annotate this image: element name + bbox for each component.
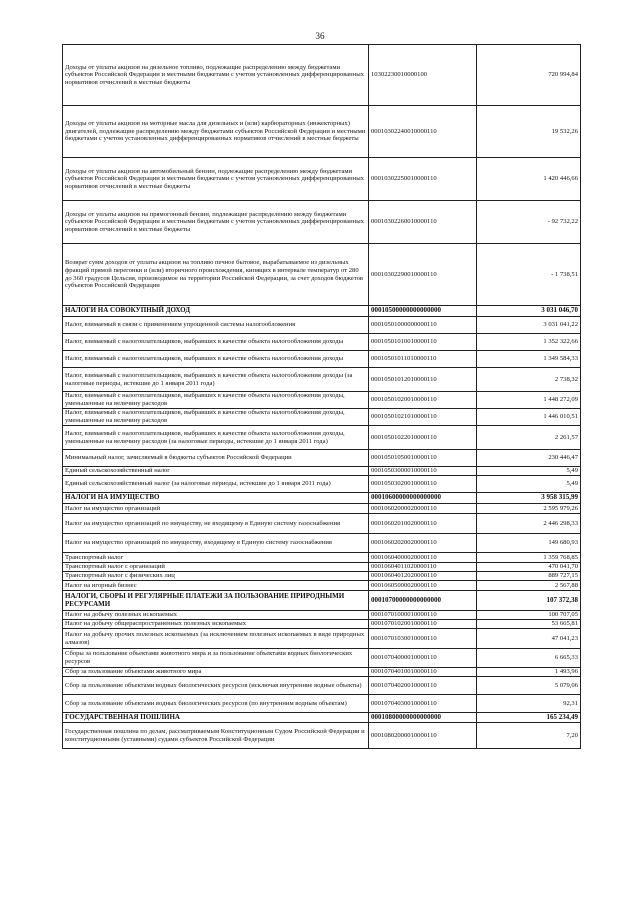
table-row [63,450,581,467]
row-name: НАЛОГИ НА ИМУЩЕСТВО [63,493,369,504]
row-name: Налог на имущество организаций [63,504,369,514]
row-name: Транспортный налог с организаций [63,563,369,572]
section-row [63,493,581,504]
row-value: - 1 738,51 [477,244,581,306]
row-code: 00010802000010000110 [369,723,477,749]
row-value: 2 567,88 [477,581,581,591]
row-code: 00010302290010000110 [369,244,477,306]
row-value: 2 261,57 [477,426,581,450]
row-value: 47 041,23 [477,629,581,649]
page-number: 36 [315,31,325,41]
table-row [63,426,581,450]
row-code: 00010701000010000110 [369,611,477,620]
row-code: 10302230010000100 [369,45,477,106]
row-value: 470 041,70 [477,563,581,572]
table-row [63,695,581,713]
row-code: 00010302240010000110 [369,106,477,158]
row-code: 00010501020010000110 [369,392,477,409]
row-value: 230 446,47 [477,450,581,467]
row-code: 00010602020020000110 [369,534,477,553]
table-row [63,723,581,749]
row-value: 2 446 298,33 [477,514,581,534]
row-name: Сбор за пользование объектами животного мира [63,668,369,677]
row-code: 00010302260010000110 [369,201,477,244]
row-value: - 92 732,22 [477,201,581,244]
row-name: Налог, взимаемый с налогоплательщиков, выбравших в качестве объекта налогообложения доходы (за налоговые периоды, истекшие до 1 января 2011 года) [63,368,369,392]
row-code: 00010501000000000110 [369,317,477,334]
row-value: 1 420 446,66 [477,158,581,201]
table-row [63,244,581,306]
table-row [63,201,581,244]
table-row [63,317,581,334]
row-name: Налог, взимаемый в связи с применением упрощенной системы налогообложения [63,317,369,334]
section-row [63,591,581,611]
row-name: Налог на добычу общераспространенных полезных ископаемых [63,620,369,629]
row-name: Доходы от уплаты акцизов на моторные масла для дизельных и (или) карбюраторных (инжекторных) двигателей, подлежащие распределению между бюджетами субъектов Российской Федерации и местными бюджетами с учетом установленных дифференцированных нормативов отчислений в местные бюджеты [63,106,369,158]
table-row [63,563,581,572]
row-name: Доходы от уплаты акцизов на дизельное топливо, подлежащие распределению между бюджетами субъектов Российской Федерации и местными бюджетами с учетом установленных дифференцированных нормативов отчислений в местные бюджеты [63,45,369,106]
table-row [63,677,581,695]
row-name: Налог, взимаемый с налогоплательщиков, выбравших в качестве объекта налогообложения доходы, уменьшенные на величину расходов [63,392,369,409]
section-row [63,713,581,723]
row-code: 00010800000000000000 [369,713,477,723]
row-code: 00010302250010000110 [369,158,477,201]
row-value: 1 448 272,09 [477,392,581,409]
table-row [63,368,581,392]
table-row [63,611,581,620]
row-name: Транспортный налог [63,553,369,563]
row-code: 00010501011010000110 [369,351,477,368]
row-name: Налог на имущество организаций по имуществу, входящему в Единую систему газоснабжения [63,534,369,553]
row-value: 720 994,84 [477,45,581,106]
row-code: 00010704010010000110 [369,668,477,677]
row-code: 00010503000010000110 [369,467,477,476]
table-row [63,534,581,553]
row-value: 165 234,49 [477,713,581,723]
row-code: 00010600000000000000 [369,493,477,504]
table-row [63,649,581,668]
table-row [63,620,581,629]
row-value: 6 665,33 [477,649,581,668]
row-code: 00010704030010000110 [369,695,477,713]
table-row [63,334,581,351]
table-row [63,409,581,426]
revenue-table [62,44,581,749]
row-value: 5,49 [477,476,581,493]
row-name: Сбор за пользование объектами водных биологических ресурсов (по внутренним водным объектам) [63,695,369,713]
row-code: 00010501050010000110 [369,450,477,467]
row-name: Налог, взимаемый с налогоплательщиков, выбравших в качестве объекта налогообложения доходы [63,334,369,351]
table-row [63,158,581,201]
row-value: 1 446 010,51 [477,409,581,426]
row-name: Налог на добычу полезных ископаемых [63,611,369,620]
row-name: Государственная пошлина по делам, рассматриваемым Конституционным Судом Российской Федерации и конституционными (уставными) судами субъектов Российской Федерации [63,723,369,749]
row-code: 00010500000000000000 [369,306,477,317]
table-row [63,45,581,106]
table-row [63,351,581,368]
row-name: Минимальный налог, зачисляемый в бюджеты субъектов Российской Федерации [63,450,369,467]
table-row [63,581,581,591]
row-value: 5 079,06 [477,677,581,695]
row-code: 00010604011020000110 [369,563,477,572]
row-name: Сбор за пользование объектами водных биологических ресурсов (исключая внутренние водные объекты) [63,677,369,695]
row-code: 00010605000020000110 [369,581,477,591]
row-code: 00010602000020000110 [369,504,477,514]
table-row [63,572,581,581]
row-value: 1 349 584,33 [477,351,581,368]
row-name: Транспортный налог с физических лиц [63,572,369,581]
table-row [63,106,581,158]
row-code: 00010503020010000110 [369,476,477,493]
row-code: 00010704000010000110 [369,649,477,668]
table-row [63,629,581,649]
row-code: 00010701030010000110 [369,629,477,649]
row-value: 53 665,81 [477,620,581,629]
row-value: 5,49 [477,467,581,476]
row-code: 00010501010010000110 [369,334,477,351]
row-code: 00010700000000000000 [369,591,477,611]
row-name: Возврат сумм доходов от уплаты акцизов на топливо печное бытовое, вырабатываемое из дизельных фракций прямой перегонки и (или) вторичного происхождения, кипящих в интервале температур от 280 до 360 градусов Цельсия, производимое на территории Российской Федерации, за счет доходов бюджетов субъектов Российской Федерации [63,244,369,306]
row-name: Налог на имущество организаций по имуществу, не входящему в Единую систему газоснабжения [63,514,369,534]
row-value: 92,31 [477,695,581,713]
row-code: 00010501021010000110 [369,409,477,426]
section-row [63,306,581,317]
row-value: 100 707,05 [477,611,581,620]
row-value: 1 359 768,85 [477,553,581,563]
row-value: 3 031 046,70 [477,306,581,317]
row-name: Единый сельскохозяйственный налог (за налоговые периоды, истекшие до 1 января 2011 года) [63,476,369,493]
row-name: НАЛОГИ, СБОРЫ И РЕГУЛЯРНЫЕ ПЛАТЕЖИ ЗА ПОЛЬЗОВАНИЕ ПРИРОДНЫМИ РЕСУРСАМИ [63,591,369,611]
row-name: Налог, взимаемый с налогоплательщиков, выбравших в качестве объекта налогообложения доходы, уменьшенные на величину расходов (за налоговые периоды, истекшие до 1 января 2011 года) [63,426,369,450]
row-code: 00010704020010000110 [369,677,477,695]
row-name: Налог, взимаемый с налогоплательщиков, выбравших в качестве объекта налогообложения доходы [63,351,369,368]
row-value: 1 493,96 [477,668,581,677]
table-row [63,514,581,534]
row-value: 107 372,38 [477,591,581,611]
row-value: 7,20 [477,723,581,749]
row-name: НАЛОГИ НА СОВОКУПНЫЙ ДОХОД [63,306,369,317]
row-value: 1 352 322,66 [477,334,581,351]
row-name: Налог, взимаемый с налогоплательщиков, выбравших в качестве объекта налогообложения доходы, уменьшенные на величину расходов [63,409,369,426]
row-value: 149 680,93 [477,534,581,553]
row-name: Налог на игорный бизнес [63,581,369,591]
row-value: 889 727,15 [477,572,581,581]
row-value: 2 595 979,26 [477,504,581,514]
table-row [63,504,581,514]
row-name: Налог на добычу прочих полезных ископаемых (за исключением полезных ископаемых в виде природных алмазов) [63,629,369,649]
row-value: 3 031 041,22 [477,317,581,334]
row-value: 3 958 315,99 [477,493,581,504]
table-row [63,476,581,493]
row-code: 00010602010020000110 [369,514,477,534]
table-row [63,668,581,677]
row-value: 19 532,26 [477,106,581,158]
row-name: Сборы за пользование объектами животного мира и за пользование объектами водных биологических ресурсов [63,649,369,668]
row-code: 00010501012010000110 [369,368,477,392]
table-row [63,467,581,476]
row-value: 2 738,32 [477,368,581,392]
row-name: Доходы от уплаты акцизов на прямогонный бензин, подлежащие распределению между бюджетами субъектов Российской Федерации и местными бюджетами с учетом установленных дифференцированных нормативов отчислений в местные бюджеты [63,201,369,244]
row-code: 00010701020010000110 [369,620,477,629]
row-name: Доходы от уплаты акцизов на автомобильный бензин, подлежащие распределению между бюджетами субъектов Российской Федерации и местными бюджетами с учетом установленных дифференцированных нормативов отчислений в местные бюджеты [63,158,369,201]
row-code: 00010501022010000110 [369,426,477,450]
row-code: 00010604012020000110 [369,572,477,581]
row-code: 00010604000020000110 [369,553,477,563]
row-name: Единый сельскохозяйственный налог [63,467,369,476]
table-row [63,392,581,409]
table-row [63,553,581,563]
row-name: ГОСУДАРСТВЕННАЯ ПОШЛИНА [63,713,369,723]
